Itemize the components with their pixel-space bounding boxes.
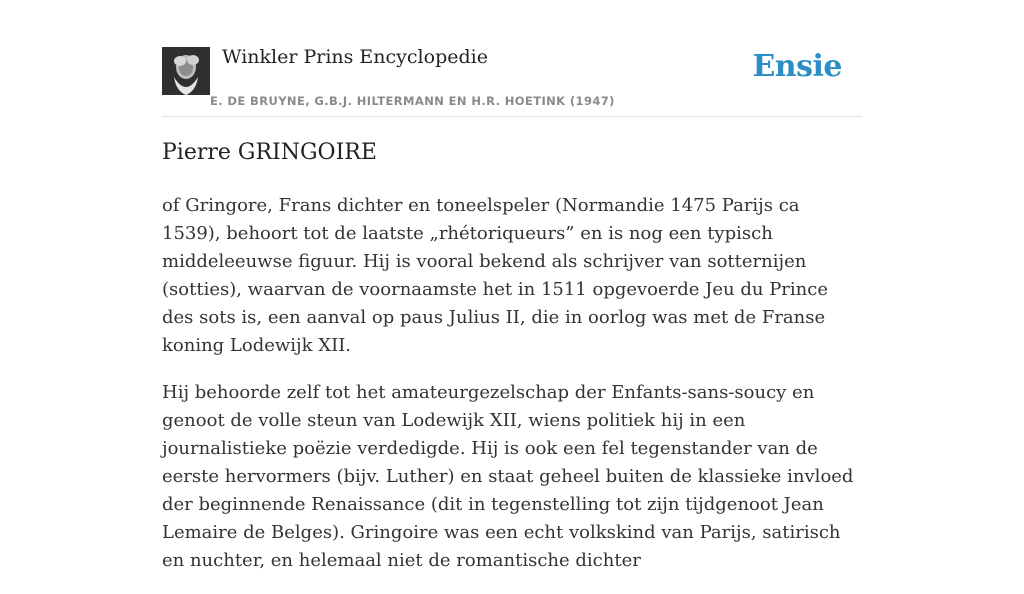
article-paragraph: Hij behoorde zelf tot het amateurgezelschap der Enfants-sans-soucy en genoot de volle steun van Lodewijk XII, wiens politiek hij in een journalistieke poëzie verdedigde. Hij is ook een fel tegenstander van de eerste hervormers (bijv. Luther) en staat geheel buiten de klassieke invloed der beginnende Renaissance (dit in tegenstelling tot zijn tijdgenoot Jean Lemaire de Belges). Gringoire was een echt volkskind van Parijs, satirisch en nuchter, en helemaal niet de romantische dichter (162, 382, 854, 571)
article-body (162, 192, 862, 594)
article-title: Pierre GRINGOIRE (162, 140, 377, 165)
article-paragraph: of Gringore, Frans dichter en toneelspeler (Normandie 1475 Parijs ca 1539), behoort tot de laatste „rhétoriqueurs” en is nog een typisch middeleeuwse figuur. Hij is vooral bekend als schrijver van sotternijen (sotties), waarvan de voornaamste het in 1511 opgevoerde Jeu du Prince des sots is, een aanval op paus Julius II, die in oorlog was met de Franse koning Lodewijk XII. (162, 195, 828, 356)
authors-byline: E. DE BRUYNE, G.B.J. HILTERMANN EN H.R. HOETINK (1947) (210, 94, 615, 108)
content-container (162, 0, 862, 571)
site-title[interactable]: Winkler Prins Encyclopedie (222, 46, 488, 68)
author-portrait-icon[interactable] (162, 47, 210, 95)
site-header (162, 0, 862, 117)
brand-logo[interactable]: Ensie (752, 49, 842, 84)
